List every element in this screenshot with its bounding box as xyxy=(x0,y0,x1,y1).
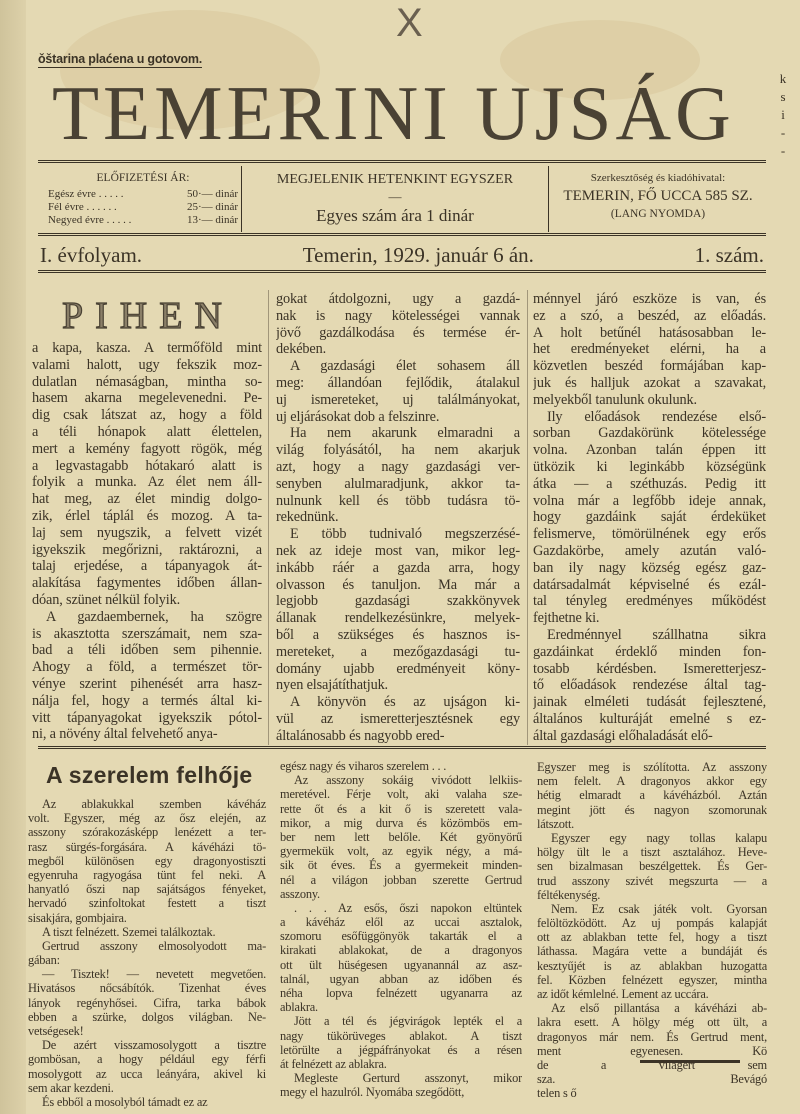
text-line: rette őt és a kit ő is szeretett vala- xyxy=(280,801,522,816)
text-line: meretével. Férje volt, aki valaha sze- xyxy=(280,787,522,802)
text-line: a téli hónapok alatt élettelen, xyxy=(32,423,262,440)
text-line: megint jött és nagyon szomorunak xyxy=(537,802,767,817)
text-line: sik öt éves. És a gyermekeit minden- xyxy=(280,858,522,873)
text-line: jövő gazdálkodása és termése ér- xyxy=(276,324,520,341)
text-line: hat meg, az élet mindig dolgo- xyxy=(32,491,262,508)
text-line: az időt kémlelné. Lement az uccára. xyxy=(537,987,709,1001)
text-line: volna. Azonban talán éppen itt xyxy=(533,442,766,459)
text-line: néha lopva felnézett ugyanarra az xyxy=(280,986,522,1000)
text-line: hétig elmaradt a kávéházból. Aztán xyxy=(537,788,767,803)
text-line: Hivatásos nőcsábítók. Tizenhat éves xyxy=(28,981,266,996)
text-line: Jött a tél és jégvirágok lepték el a xyxy=(294,1014,522,1029)
text-line: rasz sürgés-forgására. A kávéházi tö- xyxy=(28,839,266,854)
text-line: féltékenység. xyxy=(537,887,601,902)
text-line: vitt tápanyagokat igyekszik pótol- xyxy=(32,709,262,726)
text-line: gombösan, a hogy például egy férfi xyxy=(28,1052,266,1067)
margin-letters xyxy=(778,70,788,160)
publication-info xyxy=(245,172,545,226)
text-line: hasem akarna megelevenedni. Pe- xyxy=(32,390,262,407)
column-divider xyxy=(268,290,269,745)
text-line: Az ablakukkal szemben kávéház xyxy=(42,797,266,811)
text-line: . . . Az esős, őszi napokon eltüntek xyxy=(294,900,522,915)
text-line: ütközik ki leginkább községünk xyxy=(533,458,766,475)
price: 25·— dinár xyxy=(186,201,238,213)
text-line: talaj erjedése, a tápanyagok át- xyxy=(32,558,262,575)
text-line: dekében. xyxy=(276,341,327,358)
article1-column-3 xyxy=(533,291,766,745)
text-line: Az asszony sokáig vivódott lelkiis- xyxy=(294,773,522,788)
postage-note: ǒštarina plaćena u gotovom. xyxy=(38,52,203,66)
text-line: asszony szórakozásképp lenézett a ter- xyxy=(28,825,266,840)
article-title-szerelem: A szerelem felhője xyxy=(46,762,253,788)
text-line: nél a világon jobban szerette Gertrud xyxy=(280,872,522,887)
text-line: állanak rendelkezésünkre, melyek- xyxy=(276,610,520,627)
text-line: bad a téli időben sem pihennie. xyxy=(32,642,262,659)
text-line: rekednünk. xyxy=(276,509,339,526)
text-line: Ily előadások rendezése első- xyxy=(547,408,766,425)
text-line: datársadalmát képviselné és ezál- xyxy=(533,576,766,593)
text-line: A gazdaembernek, ha szögre xyxy=(46,608,262,625)
text-line: mikor, a mig durva és közömbös em- xyxy=(280,815,522,830)
text-line: És ebből a mosolyból támadt ez az xyxy=(42,1094,208,1109)
text-line: volt. Egyszer, még az ősz elején, az xyxy=(28,811,266,826)
text-line: dóan, szünet nélkül folyik. xyxy=(32,591,181,608)
text-line: sorban Gazdakörünk kötelessége xyxy=(533,425,766,442)
text-line: hervadó szinfoltokat festett a tiszt xyxy=(28,896,266,911)
issue-number: 1. szám. xyxy=(694,243,764,267)
text-line: a legvastagabb hótakaró alatt is xyxy=(32,457,262,474)
text-line: telen s ő xyxy=(537,1086,577,1101)
text-line: juk és halljuk azokat a szavakat, xyxy=(533,374,766,391)
frequency: MEGJELENIK HETENKINT EGYSZER xyxy=(276,172,514,187)
text-line: Gazdakörbe, amely azután való- xyxy=(533,542,766,559)
article2-column-3 xyxy=(537,760,767,1101)
text-line: dulatlan némaságban, mintha so- xyxy=(32,373,262,390)
text-line: is akasztotta szerszámait, nem sza- xyxy=(32,625,262,642)
dateline-rule xyxy=(38,270,766,273)
text-line: sisakjára, gombjaira. xyxy=(28,910,127,925)
text-line: lányok regényhősei. Cifra, tarka bábok xyxy=(28,995,266,1010)
text-line: Gertrud asszony elmosolyodott ma- xyxy=(42,938,266,953)
text-line: vül az ismeretterjesztésnek egy xyxy=(276,710,520,727)
text-line: tosabb kérdésben. Ismeretterjesz- xyxy=(533,660,766,677)
text-line: gazdáinkat érdeklő minden fon- xyxy=(533,643,766,660)
printer: (LANG NYOMDA) xyxy=(610,208,706,220)
text-line: ber nem lett belőle. Két gyönyörű xyxy=(280,829,522,844)
text-line: uj eljárásokat dob a felszinre. xyxy=(276,408,440,425)
text-line: Egyszer meg is szólította. Az asszony xyxy=(537,760,767,774)
text-line: dig csak látszat az, hogy a föld xyxy=(32,407,262,424)
text-line: hölgy ült le a tiszt asztalához. Heve- xyxy=(537,845,767,860)
article2-column-1 xyxy=(28,797,266,1109)
text-line: ni, a növény által felvehető anya- xyxy=(32,726,218,743)
period: Fél évre . . . . . . xyxy=(48,201,117,213)
text-line: laj sem nyugszik, a felvett vizét xyxy=(32,524,262,541)
text-line: a kávéház elől az uccai asztalok, xyxy=(280,915,522,930)
office-label: Szerkesztőség és kiadóhivatal: xyxy=(590,172,726,184)
subscription-box xyxy=(48,172,238,227)
header-rule xyxy=(38,160,766,163)
text-line: folyik a munka. Az élet nem áll- xyxy=(32,474,262,491)
text-line: Egyszer egy nagy tollas kalapu xyxy=(551,830,767,845)
single-price: Egyes szám ára 1 dinár xyxy=(316,206,474,225)
text-line: vetségesek! xyxy=(28,1024,84,1038)
period: Negyed évre . . . . . xyxy=(48,214,132,226)
article1-column-2 xyxy=(276,291,520,745)
text-line: ott az ablakban tette fel, hogy a tiszt xyxy=(537,930,767,945)
text-line: hanyatló őszi nap sajátságos fényeket, xyxy=(28,882,266,897)
text-line: zik, érlel táplál és mozog. A ta- xyxy=(32,507,262,524)
text-line: ménnyel járó eszköze is van, és xyxy=(533,291,766,307)
text-line: — Tisztek! — nevetett megvetően. xyxy=(42,967,266,982)
text-line: inkább ráér a gazda arra, hogy xyxy=(276,559,520,576)
text-line: kirakati ablakokat, de a dragonyos xyxy=(280,943,522,958)
text-line: talnál, ugyan abban az időben és xyxy=(280,971,522,986)
text-line: lakra esett. A hölgy még ott ült, a xyxy=(537,1015,767,1030)
info-rule xyxy=(38,233,766,236)
pencil-mark: X xyxy=(396,1,423,45)
text-line: sem akar kezdeni. xyxy=(28,1080,114,1095)
text-line: melyekből tanulunk okulunk. xyxy=(533,391,697,408)
price: 13·— dinár xyxy=(186,214,238,226)
text-line: mereteket, a mezőgazdasági tu- xyxy=(276,643,520,660)
period: Egész évre . . . . . xyxy=(48,188,124,200)
text-line: Az első pillantása a kávéházi ab- xyxy=(551,1001,767,1016)
text-line: Eredménnyel szállhatna sikra xyxy=(547,626,766,643)
text-line: igyekszik megőrizni, raktározni, a xyxy=(32,541,262,558)
text-line: mert a kemény fagyott rögök, még xyxy=(32,440,262,457)
text-line: dragonyos már nem. És Gertrud ment, xyxy=(537,1029,767,1044)
text-line: kesztyűjét is az ablakban huzogatta xyxy=(537,958,767,973)
margin-letter: i xyxy=(781,107,785,122)
text-line: olvasson és tanuljon. Ma már a xyxy=(276,576,520,593)
text-line: trud asszony szivét megszurta — a xyxy=(537,873,767,888)
text-line: nulnunk kell és több tudásra tö- xyxy=(276,492,520,509)
text-line: általánosabb és nagyobb ered- xyxy=(276,727,445,744)
text-line: ment egyenesen. Kö xyxy=(537,1043,767,1058)
dateline xyxy=(40,243,764,268)
text-line: általános kulturáját emelné s ez- xyxy=(533,710,766,727)
text-line: látszott. xyxy=(537,816,575,831)
text-line: vénye szerint pihenését arra hasz- xyxy=(32,675,262,692)
text-line: domány ujabb eredményeit köny- xyxy=(276,660,520,677)
text-line: E több tudnivaló megszerzésé- xyxy=(290,526,520,543)
text-line: át felnézett az ablakra. xyxy=(280,1056,387,1071)
text-line: által gazdasági előhaladását elő- xyxy=(533,727,713,744)
text-line: ez a szó, a beszéd, az előadás. xyxy=(533,307,766,324)
text-line: egyenruha ragyogása tünt fel neki. A xyxy=(28,867,266,882)
text-line: nyen elsajátíthatjuk. xyxy=(276,677,388,694)
text-line: ott ült hüségesen ugyanannál az asz- xyxy=(280,957,522,972)
text-line: mosolygott az ucca leányára, akivel ki xyxy=(28,1066,266,1081)
text-line: a kapa, kasza. A termőföld mint xyxy=(32,340,262,356)
text-line: A könyvön és az ujságon ki- xyxy=(290,694,520,711)
info-divider xyxy=(241,166,242,232)
text-line: valami halott, ugy fekszik moz- xyxy=(32,356,262,373)
text-line: átka — a széthuzás. Pedig itt xyxy=(533,475,766,492)
text-line: gyermekük volt, az egyik négy, a má- xyxy=(280,844,522,859)
subscription-row xyxy=(48,201,238,214)
text-line: gokat átdolgozni, ugy a gazdá- xyxy=(276,291,520,307)
page-edge xyxy=(0,0,26,1114)
text-line: volna már a legfőbb ideje annak, xyxy=(533,492,766,509)
text-line: senyben alulmaradjunk, akkor ta- xyxy=(276,475,520,492)
text-line: de a világért sem xyxy=(537,1057,767,1072)
text-line: nem felelt. A dragonyos akkor egy xyxy=(537,774,767,789)
info-divider xyxy=(548,166,549,232)
text-line: felöltözködött. Az uj pompás kalapját xyxy=(537,916,767,931)
text-line: szomoru esőfüggönyök takarták el a xyxy=(280,929,522,944)
masthead-title: TEMERINI UJSÁG xyxy=(52,70,735,156)
article-separator-rule xyxy=(38,746,766,749)
text-line: hogy gazdáink saját érdeküket xyxy=(533,509,766,526)
text-line: ban ily nagy község egész gaz- xyxy=(533,559,766,576)
text-line: fel. Közben felnézett egyszer, mintha xyxy=(537,972,767,987)
text-line: ablakra. xyxy=(280,1000,318,1015)
office-info xyxy=(552,172,764,220)
text-line: tal tényleg eredményes működést xyxy=(533,593,766,610)
text-line: nak is nagy kötelességei vannak xyxy=(276,307,520,324)
text-line: megből különösen egy dragonyostiszti xyxy=(28,853,266,868)
article1-column-1 xyxy=(32,340,262,743)
text-line: letörülte a jégpáfrányokat és a résen xyxy=(280,1042,522,1057)
text-line: jainak elméleti tudását fejlesztené, xyxy=(533,694,766,711)
volume: I. évfolyam. xyxy=(40,243,143,267)
text-line: alakítása fagymentes időben állan- xyxy=(32,575,262,592)
subscription-title: ELŐFIZETÉSI ÁR: xyxy=(96,172,190,184)
text-line: A holt betűnél hatásosabban le- xyxy=(533,324,766,341)
text-line: A gazdasági élet sohasem áll xyxy=(290,358,520,375)
text-line: Nem. Ez csak játék volt. Gyorsan xyxy=(551,901,767,916)
subscription-row xyxy=(48,188,238,201)
text-line: Megleste Gerturd asszonyt, mikor xyxy=(294,1071,522,1086)
margin-letter: s xyxy=(780,89,786,104)
office-address: TEMERIN, FŐ UCCA 585 SZ. xyxy=(563,188,753,204)
price: 50·— dinár xyxy=(186,188,238,200)
text-line: gában: xyxy=(28,953,60,968)
text-line: nálja fel, hogy a termés által ki- xyxy=(32,692,262,709)
text-line: fejthetne ki. xyxy=(533,610,600,627)
text-line: ből a szükséges és hasznos is- xyxy=(276,626,520,643)
text-line: Ha nem akarunk elmaradni a xyxy=(290,425,520,442)
text-line: sza. Bevágó xyxy=(537,1072,767,1087)
margin-letter: - xyxy=(780,143,786,158)
dash: — xyxy=(388,189,402,204)
subscription-row xyxy=(48,214,238,227)
margin-letter: k xyxy=(779,71,787,86)
margin-letter: - xyxy=(780,125,786,140)
text-line: nek az ideje most van, mikor leg- xyxy=(276,542,520,559)
text-line: láthassa. Magára vette a bundáját és xyxy=(537,944,767,959)
text-line: meg: állandóan fejlődik, átalakul xyxy=(276,374,520,391)
text-line: nagy tükörüveges ablakot. A tiszt xyxy=(280,1028,522,1043)
text-line: azt, hogy a nagy gazdasági ver- xyxy=(276,458,520,475)
text-line: ebben a szürke, dolgos világban. Ne- xyxy=(28,1009,266,1024)
text-line: asszony. xyxy=(280,886,320,901)
text-line: egész nagy és viharos szerelem . . . xyxy=(280,759,447,773)
place-date: Temerin, 1929. január 6 án. xyxy=(302,243,534,267)
text-line: uj ismereteket, uj találmányokat, xyxy=(276,391,520,408)
text-line: tő előadások rendezése által tag- xyxy=(533,677,766,694)
text-line: Ahogy a föld, a természet tör- xyxy=(32,659,262,676)
text-line: De azért visszamosolygott a tisztre xyxy=(42,1038,266,1053)
text-line: legjobb gazdasági szakkönyvek xyxy=(276,593,520,610)
text-line: közvetlen beszéd formájában kap- xyxy=(533,358,766,375)
article2-column-2 xyxy=(280,759,522,1100)
column-divider xyxy=(527,290,528,745)
torn-rule xyxy=(640,1060,740,1063)
text-line: sen bizalmasan beszélgettek. És Ger- xyxy=(537,859,767,874)
text-line: A tiszt felnézett. Szemei találkoztak. xyxy=(42,924,216,939)
text-line: het eredményeket elérni, ha a xyxy=(533,341,766,358)
text-line: világ folyásától, ha nem akarjuk xyxy=(276,442,520,459)
article-title-pihen: PIHEN xyxy=(62,295,234,337)
text-line: felismerve, tömörülnének egy erős xyxy=(533,526,766,543)
text-line: megy el hazulról. Nyomába szegődött, xyxy=(280,1085,465,1100)
